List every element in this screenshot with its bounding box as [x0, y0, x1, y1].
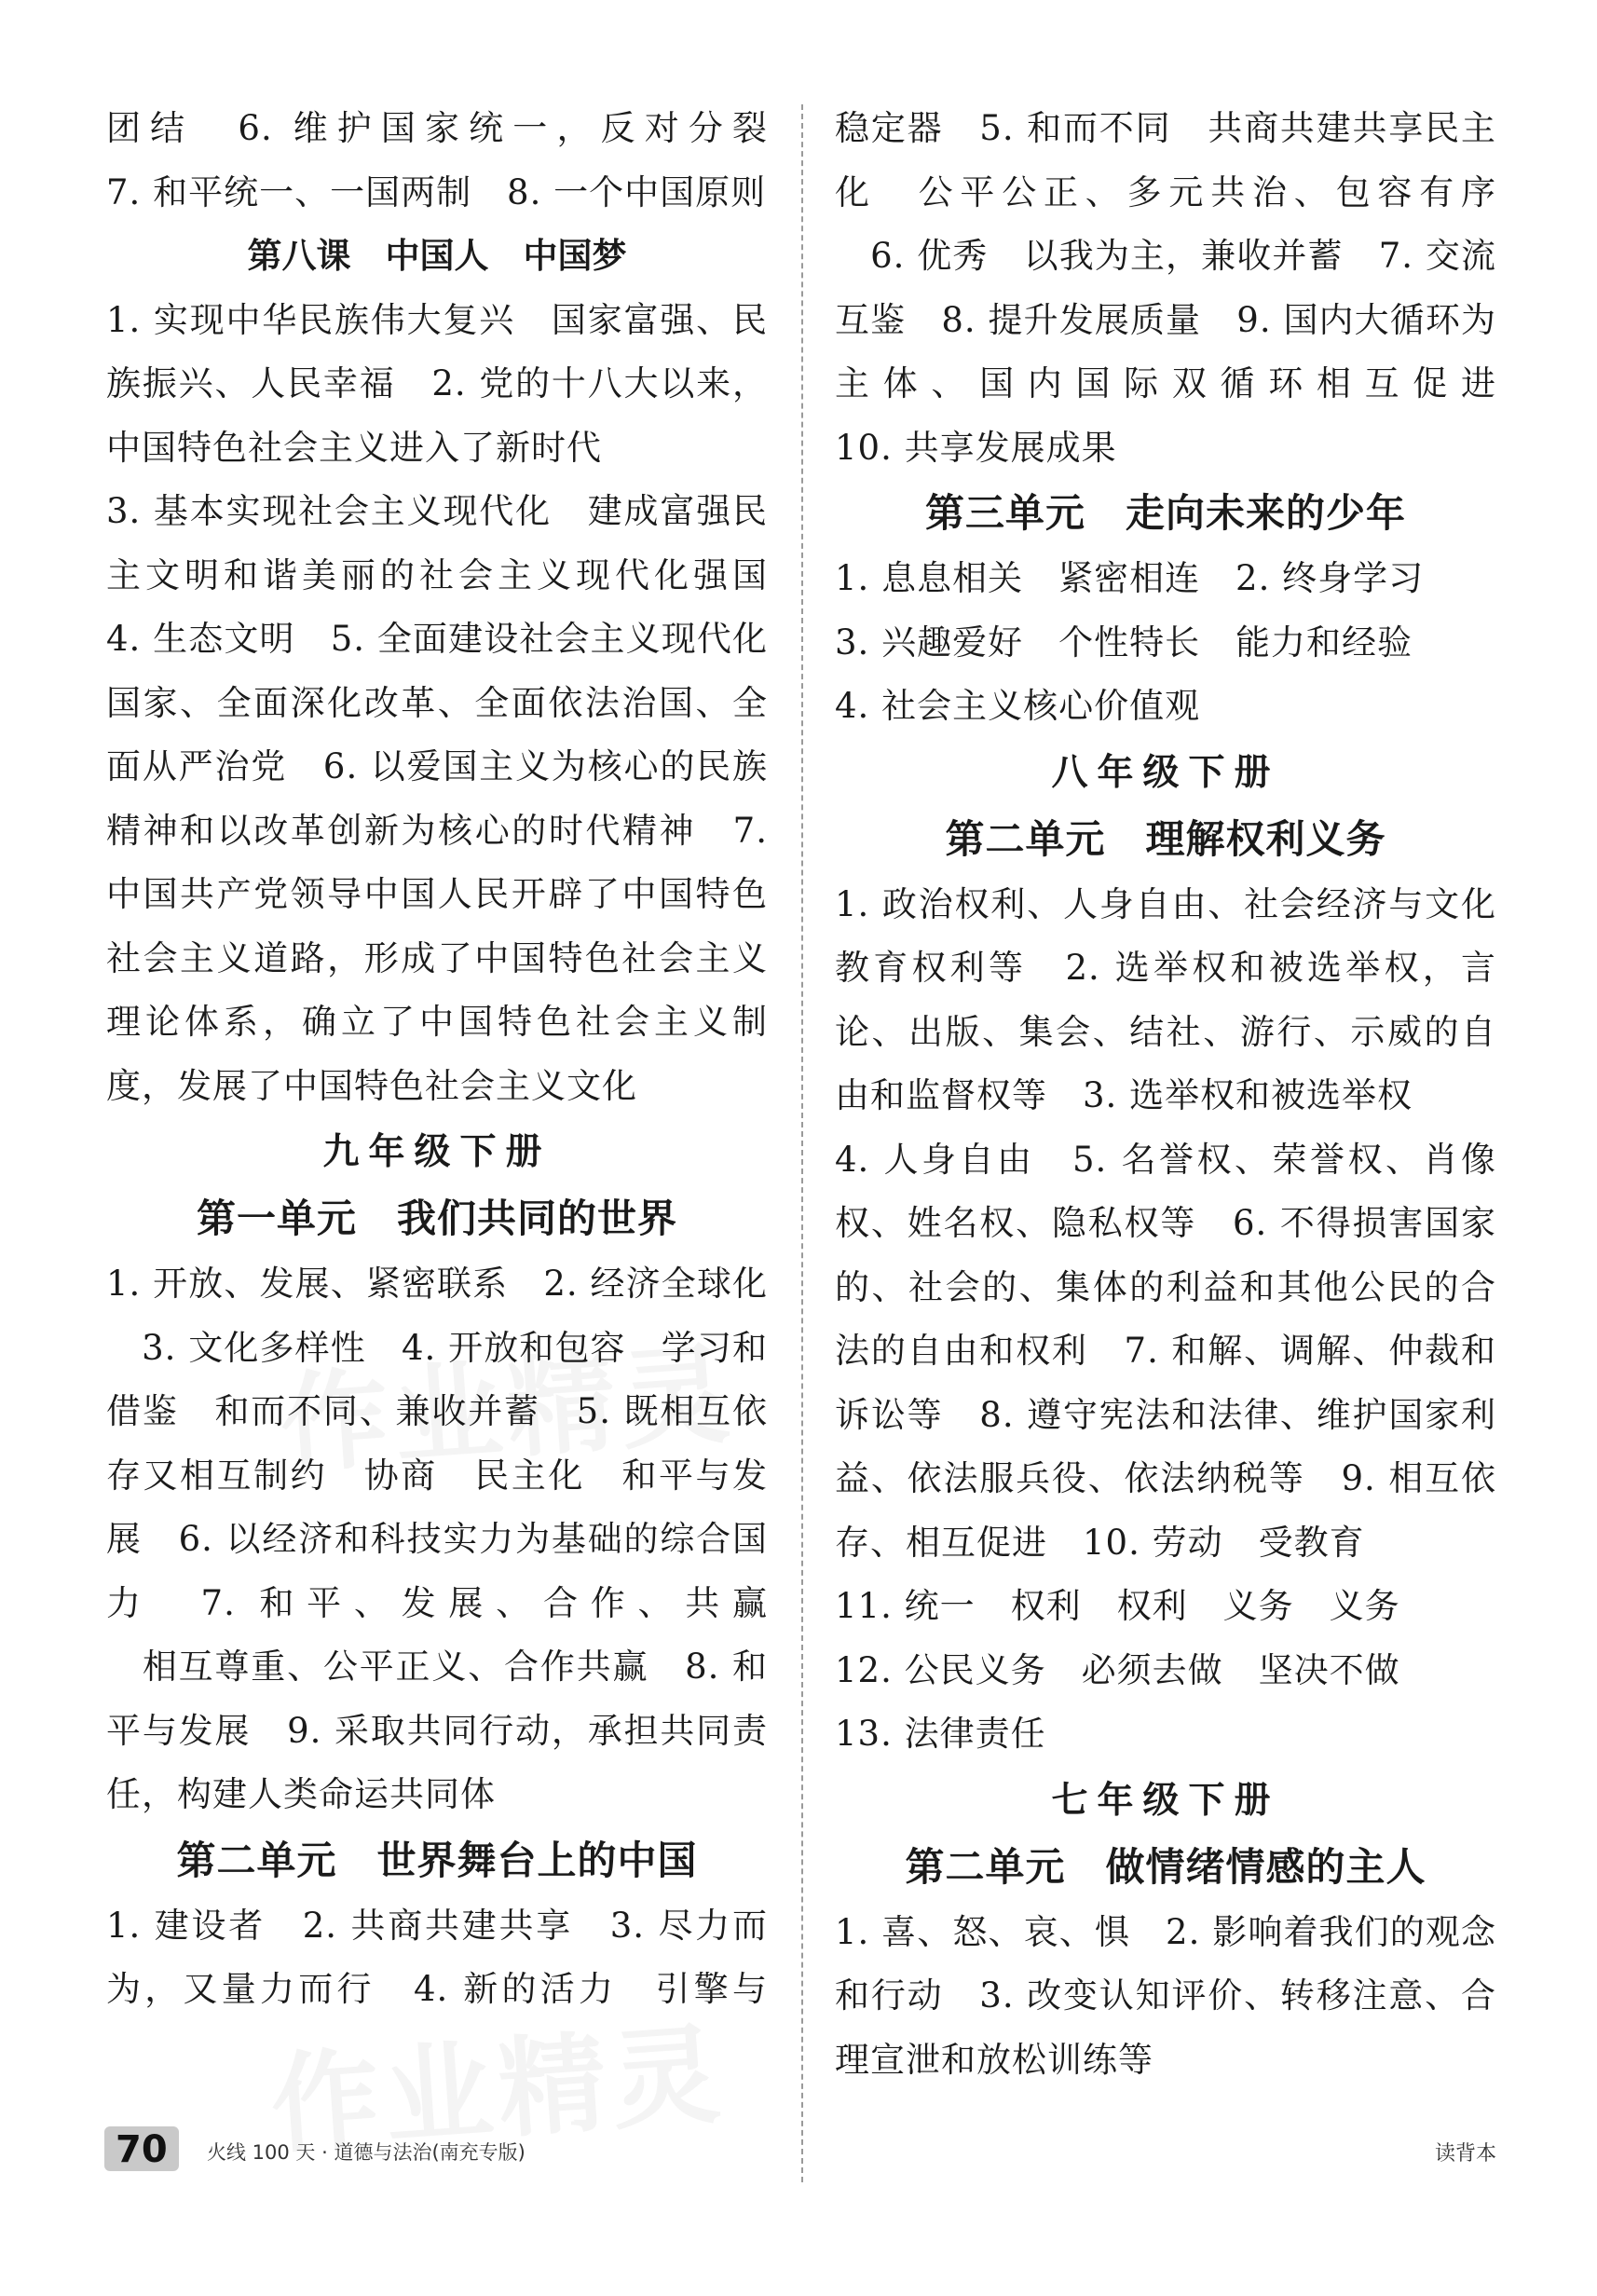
answer-paragraph: 1. 开放、发展、紧密联系 2. 经济全球化: [106, 1264, 768, 1304]
answer-paragraph: 稳定器 5. 和而不同 共商共建共享民主化 公平公正、多元共治、包容有序: [835, 108, 1496, 212]
unit-heading: 第二单元 做情绪情感的主人: [905, 1843, 1426, 1890]
unit-heading: 第二单元 理解权利义务: [945, 815, 1386, 862]
right-column: [835, 97, 1496, 2092]
page-number: 70: [104, 2126, 179, 2171]
answer-paragraph: 3. 基本实现社会主义现代化 建成富强民主文明和谐美丽的社会主义现代化强国 4. 生态文明 5. 全面建设社会主义现代化国家、全面深化改革、全面依法治国、全面从严治党 6. 以爱国主义为核心的民族精神和以改革创新为核心的时代精神 7. 中国共产党领导中国人民开辟了中国特色社会主义道路，形成了中国特色社会主义理论体系，确立了中国特色社会主义制度，发展了中国特色社会主义文化: [106, 491, 803, 1106]
answer-paragraph: 1. 喜、怒、哀、惧 2. 影响着我们的观念和行动 3. 改变认知评价、转移注意、合理宣泄和放松训练等: [835, 1911, 1496, 2080]
answer-paragraph: 12. 公民义务 必须去做 坚决不做: [835, 1649, 1400, 1690]
answer-paragraph: 1. 实现中华民族伟大复兴 国家富强、民族振兴、人民幸福 2. 党的十八大以来，中国特色社会主义进入了新时代: [106, 299, 768, 468]
answer-paragraph: 7. 和平统一、一国两制 8. 一个中国原则: [106, 171, 767, 212]
grade-heading: 九年级下册: [322, 1130, 552, 1173]
answer-paragraph: 4. 人身自由 5. 名誉权、荣誉权、肖像权、姓名权、隐私权等 6. 不得损害国家的、社会的、集体的利益和其他公民的合法的自由和权利 7. 和解、调解、仲裁和诉讼等 8. 遵守宪法和法律、维护国家利益、依法服兵役、依法纳税等 9. 相互依存、相互促进 10. 劳动 受教育: [835, 1139, 1496, 1563]
lesson-heading: 第八课 中国人 中国梦: [247, 236, 627, 276]
answer-paragraph: 13. 法律责任: [835, 1714, 1046, 1754]
answer-paragraph: 相互尊重、公平正义、合作共赢 8. 和平与发展 9. 采取共同行动，承担共同责任，构建人类命运共同体: [106, 1647, 768, 1814]
column-divider: [801, 104, 803, 2182]
unit-heading: 第一单元 我们共同的世界: [196, 1196, 677, 1241]
answer-paragraph: 团结 6. 维护国家统一，反对分裂: [106, 108, 768, 148]
answer-paragraph: 1. 政治权利、人身自由、社会经济与文化教育权利等 2. 选举权和被选举权，言论、出版、集会、结社、游行、示威的自由和监督权等 3. 选举权和被选举权: [835, 883, 1496, 1115]
answer-paragraph: 6. 优秀 以我为主，兼收并蓄 7. 交流互鉴 8. 提升发展质量 9. 国内大循环为主体、国内国际双循环相互促进: [835, 236, 1496, 403]
left-column: [106, 97, 803, 2022]
answer-paragraph: 1. 息息相关 紧密相连 2. 终身学习: [835, 558, 1425, 598]
book-title: 火线 100 天 · 道德与法治(南充专版): [207, 2141, 526, 2164]
answer-paragraph: 11. 统一 权利 权利 义务 义务: [835, 1586, 1400, 1626]
answer-paragraph: 10. 共享发展成果: [835, 427, 1117, 468]
answer-paragraph: 4. 社会主义核心价值观: [835, 686, 1201, 726]
answer-paragraph: 3. 文化多样性 4. 开放和包容 学习和借鉴 和而不同、兼收并蓄 5. 既相互依存又相互制约 协商 民主化 和平与发展 6. 以经济和科技实力为基础的综合国力 7. 和平、发展、合作、共赢: [106, 1327, 768, 1623]
grade-heading: 八年级下册: [1051, 750, 1280, 794]
answer-paragraph: 3. 兴趣爱好 个性特长 能力和经验: [835, 622, 1413, 663]
footer-right-label: 读背本: [1435, 2142, 1497, 2166]
grade-heading: 七年级下册: [1051, 1778, 1280, 1822]
unit-heading: 第二单元 世界舞台上的中国: [176, 1837, 698, 1883]
answer-paragraph: 1. 建设者 2. 共商共建共享 3. 尽力而为，又量力而行 4. 新的活力 引擎与: [106, 1905, 768, 2009]
unit-heading: 第三单元 走向未来的少年: [924, 490, 1406, 536]
